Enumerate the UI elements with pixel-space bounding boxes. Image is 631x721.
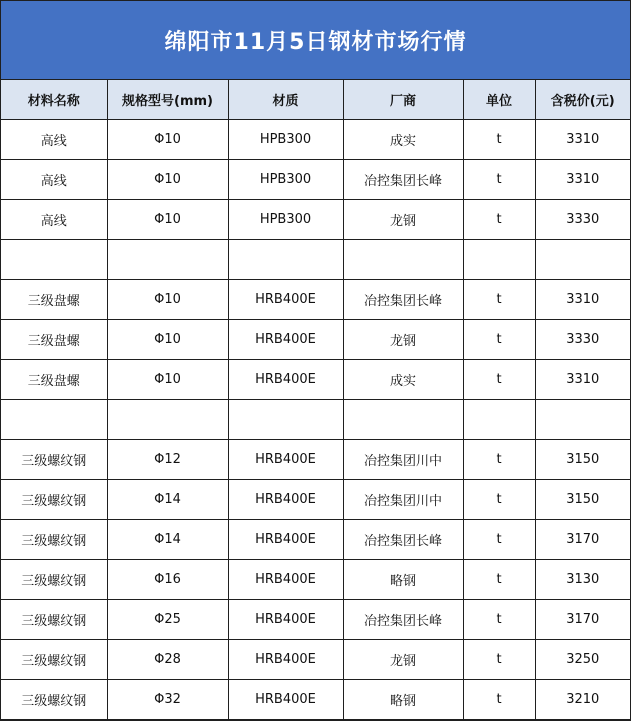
cell-spec: Φ25 — [107, 600, 228, 640]
cell-grade: HRB400E — [228, 640, 343, 680]
cell-manufacturer: 冶控集团长峰 — [343, 600, 463, 640]
cell-manufacturer: 成实 — [343, 360, 463, 400]
cell-price: 3250 — [535, 640, 630, 680]
cell-unit — [463, 400, 535, 440]
cell-spec: Φ10 — [107, 320, 228, 360]
cell-material: 三级盘螺 — [1, 280, 107, 320]
cell-spec: Φ10 — [107, 280, 228, 320]
table-row — [1, 520, 630, 560]
cell-price: 3170 — [535, 600, 630, 640]
cell-spec: Φ10 — [107, 200, 228, 240]
cell-grade: HRB400E — [228, 560, 343, 600]
cell-price: 3310 — [535, 280, 630, 320]
cell-material: 三级螺纹钢 — [1, 680, 107, 720]
cell-grade: HRB400E — [228, 440, 343, 480]
cell-spec: Φ10 — [107, 360, 228, 400]
cell-spec: Φ14 — [107, 520, 228, 560]
cell-spec — [107, 400, 228, 440]
cell-grade: HPB300 — [228, 120, 343, 160]
table-row — [1, 600, 630, 640]
table-body — [1, 120, 630, 720]
col-header-price: 含税价(元) — [535, 80, 630, 120]
cell-grade: HRB400E — [228, 480, 343, 520]
cell-spec — [107, 240, 228, 280]
cell-grade: HRB400E — [228, 360, 343, 400]
table-row — [1, 680, 630, 720]
col-header-grade: 材质 — [228, 80, 343, 120]
cell-unit: t — [463, 120, 535, 160]
cell-material: 三级螺纹钢 — [1, 640, 107, 680]
cell-material: 三级螺纹钢 — [1, 560, 107, 600]
cell-unit: t — [463, 640, 535, 680]
cell-grade: HPB300 — [228, 160, 343, 200]
cell-unit — [463, 240, 535, 280]
cell-material — [1, 400, 107, 440]
cell-material: 三级盘螺 — [1, 320, 107, 360]
cell-manufacturer: 龙钢 — [343, 200, 463, 240]
cell-manufacturer: 冶控集团川中 — [343, 480, 463, 520]
table-row — [1, 640, 630, 680]
cell-material: 三级螺纹钢 — [1, 520, 107, 560]
col-header-manufacturer: 厂商 — [343, 80, 463, 120]
table-row — [1, 200, 630, 240]
table-row — [1, 120, 630, 160]
cell-spec: Φ32 — [107, 680, 228, 720]
cell-grade: HRB400E — [228, 320, 343, 360]
cell-spec: Φ14 — [107, 480, 228, 520]
table-row — [1, 280, 630, 320]
price-table — [1, 80, 630, 720]
cell-unit: t — [463, 320, 535, 360]
cell-grade: HRB400E — [228, 680, 343, 720]
cell-price: 3310 — [535, 120, 630, 160]
cell-unit: t — [463, 440, 535, 480]
cell-manufacturer: 略钢 — [343, 560, 463, 600]
cell-spec: Φ10 — [107, 120, 228, 160]
cell-price — [535, 400, 630, 440]
cell-price: 3310 — [535, 360, 630, 400]
table-row — [1, 400, 630, 440]
sheet-title: 绵阳市11月5日钢材市场行情 — [1, 1, 630, 80]
col-header-material: 材料名称 — [1, 80, 107, 120]
table-row — [1, 160, 630, 200]
cell-price — [535, 240, 630, 280]
cell-material: 高线 — [1, 120, 107, 160]
cell-unit: t — [463, 160, 535, 200]
cell-unit: t — [463, 600, 535, 640]
cell-grade: HPB300 — [228, 200, 343, 240]
cell-manufacturer: 成实 — [343, 120, 463, 160]
cell-manufacturer: 冶控集团长峰 — [343, 520, 463, 560]
cell-material: 三级螺纹钢 — [1, 600, 107, 640]
table-row — [1, 480, 630, 520]
cell-manufacturer: 冶控集团长峰 — [343, 160, 463, 200]
table-row — [1, 320, 630, 360]
cell-price: 3330 — [535, 320, 630, 360]
cell-manufacturer: 冶控集团川中 — [343, 440, 463, 480]
cell-manufacturer: 龙钢 — [343, 320, 463, 360]
cell-material: 高线 — [1, 160, 107, 200]
cell-manufacturer — [343, 240, 463, 280]
cell-manufacturer: 龙钢 — [343, 640, 463, 680]
cell-price: 3150 — [535, 440, 630, 480]
header-row — [1, 80, 630, 120]
cell-price: 3150 — [535, 480, 630, 520]
cell-price: 3130 — [535, 560, 630, 600]
cell-spec: Φ28 — [107, 640, 228, 680]
cell-spec: Φ12 — [107, 440, 228, 480]
cell-manufacturer: 略钢 — [343, 680, 463, 720]
col-header-unit: 单位 — [463, 80, 535, 120]
cell-unit: t — [463, 280, 535, 320]
cell-spec: Φ16 — [107, 560, 228, 600]
cell-unit: t — [463, 560, 535, 600]
cell-unit: t — [463, 520, 535, 560]
cell-unit: t — [463, 200, 535, 240]
table-row — [1, 440, 630, 480]
cell-grade: HRB400E — [228, 520, 343, 560]
cell-manufacturer: 冶控集团长峰 — [343, 280, 463, 320]
cell-price: 3210 — [535, 680, 630, 720]
table-row — [1, 240, 630, 280]
cell-unit: t — [463, 360, 535, 400]
table-row — [1, 560, 630, 600]
cell-material: 三级盘螺 — [1, 360, 107, 400]
cell-manufacturer — [343, 400, 463, 440]
cell-grade — [228, 400, 343, 440]
cell-unit: t — [463, 680, 535, 720]
cell-grade — [228, 240, 343, 280]
cell-grade: HRB400E — [228, 280, 343, 320]
cell-price: 3310 — [535, 160, 630, 200]
cell-spec: Φ10 — [107, 160, 228, 200]
cell-price: 3330 — [535, 200, 630, 240]
cell-material — [1, 240, 107, 280]
cell-material: 三级螺纹钢 — [1, 440, 107, 480]
cell-price: 3170 — [535, 520, 630, 560]
col-header-spec: 规格型号(mm) — [107, 80, 228, 120]
table-row — [1, 360, 630, 400]
cell-material: 三级螺纹钢 — [1, 480, 107, 520]
cell-grade: HRB400E — [228, 600, 343, 640]
cell-material: 高线 — [1, 200, 107, 240]
cell-unit: t — [463, 480, 535, 520]
